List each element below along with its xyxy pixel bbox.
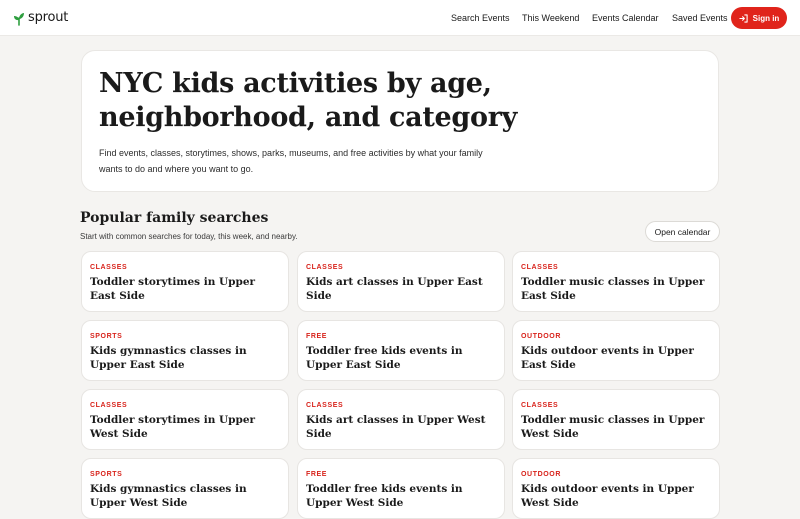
card-title: Kids outdoor events in Upper East Side: [521, 345, 694, 371]
card-category: SPORTS: [90, 471, 123, 478]
search-card[interactable]: [297, 320, 505, 381]
search-card[interactable]: [512, 320, 720, 381]
card-category: CLASSES: [521, 264, 559, 271]
card-title: Kids gymnastics classes in Upper East Side: [90, 345, 247, 371]
site-header: [0, 0, 800, 36]
search-card[interactable]: [81, 458, 289, 519]
sprout-leaf-icon: [14, 11, 24, 25]
card-title: Kids gymnastics classes in Upper West Side: [90, 483, 247, 509]
card-title: Toddler storytimes in Upper East Side: [90, 276, 256, 302]
sign-in-label: Sign in: [752, 13, 780, 23]
search-card[interactable]: [297, 458, 505, 519]
nav-this-weekend[interactable]: This Weekend: [522, 13, 580, 23]
nav-search-events[interactable]: Search Events: [451, 13, 510, 23]
card-title: Kids art classes in Upper West Side: [306, 414, 486, 440]
hero-subtitle: Find events, classes, storytimes, shows, parks, museums, and free activities by what your family wants to do and where you want to go.: [99, 148, 483, 174]
open-calendar-button[interactable]: Open calendar: [645, 221, 720, 242]
nav-saved-events[interactable]: Saved Events: [672, 13, 728, 23]
hero-panel: [81, 50, 719, 192]
search-card[interactable]: [512, 458, 720, 519]
card-title: Toddler storytimes in Upper West Side: [90, 414, 256, 440]
sign-in-arrow-icon: [739, 14, 748, 23]
brand-name: sprout: [28, 10, 69, 25]
card-title: Toddler free kids events in Upper West Side: [306, 483, 463, 509]
card-title: Kids outdoor events in Upper West Side: [521, 483, 694, 509]
card-title: Toddler music classes in Upper West Side: [521, 414, 705, 440]
sign-in-button[interactable]: [731, 7, 787, 29]
card-category: SPORTS: [90, 333, 123, 340]
card-category: CLASSES: [306, 264, 344, 271]
card-title: Kids art classes in Upper East Side: [306, 276, 483, 302]
card-category: CLASSES: [306, 402, 344, 409]
search-card[interactable]: [512, 389, 720, 450]
search-card[interactable]: [81, 320, 289, 381]
page-title: NYC kids activities by age, neighborhood, and category: [99, 68, 518, 133]
card-category: OUTDOOR: [521, 333, 561, 340]
search-card[interactable]: [297, 251, 505, 312]
search-card[interactable]: [81, 251, 289, 312]
section-title: Popular family searches: [80, 210, 269, 226]
search-card[interactable]: [512, 251, 720, 312]
search-card[interactable]: [81, 389, 289, 450]
card-category: CLASSES: [90, 264, 128, 271]
card-category: CLASSES: [90, 402, 128, 409]
nav-events-calendar[interactable]: Events Calendar: [592, 13, 659, 23]
card-category: FREE: [306, 471, 328, 478]
card-category: OUTDOOR: [521, 471, 561, 478]
card-title: Toddler free kids events in Upper East Side: [306, 345, 463, 371]
section-subtitle: Start with common searches for today, this week, and nearby.: [80, 232, 298, 241]
brand-logo[interactable]: [14, 10, 68, 25]
search-card[interactable]: [297, 389, 505, 450]
card-category: FREE: [306, 333, 328, 340]
card-category: CLASSES: [521, 402, 559, 409]
card-title: Toddler music classes in Upper East Side: [521, 276, 705, 302]
